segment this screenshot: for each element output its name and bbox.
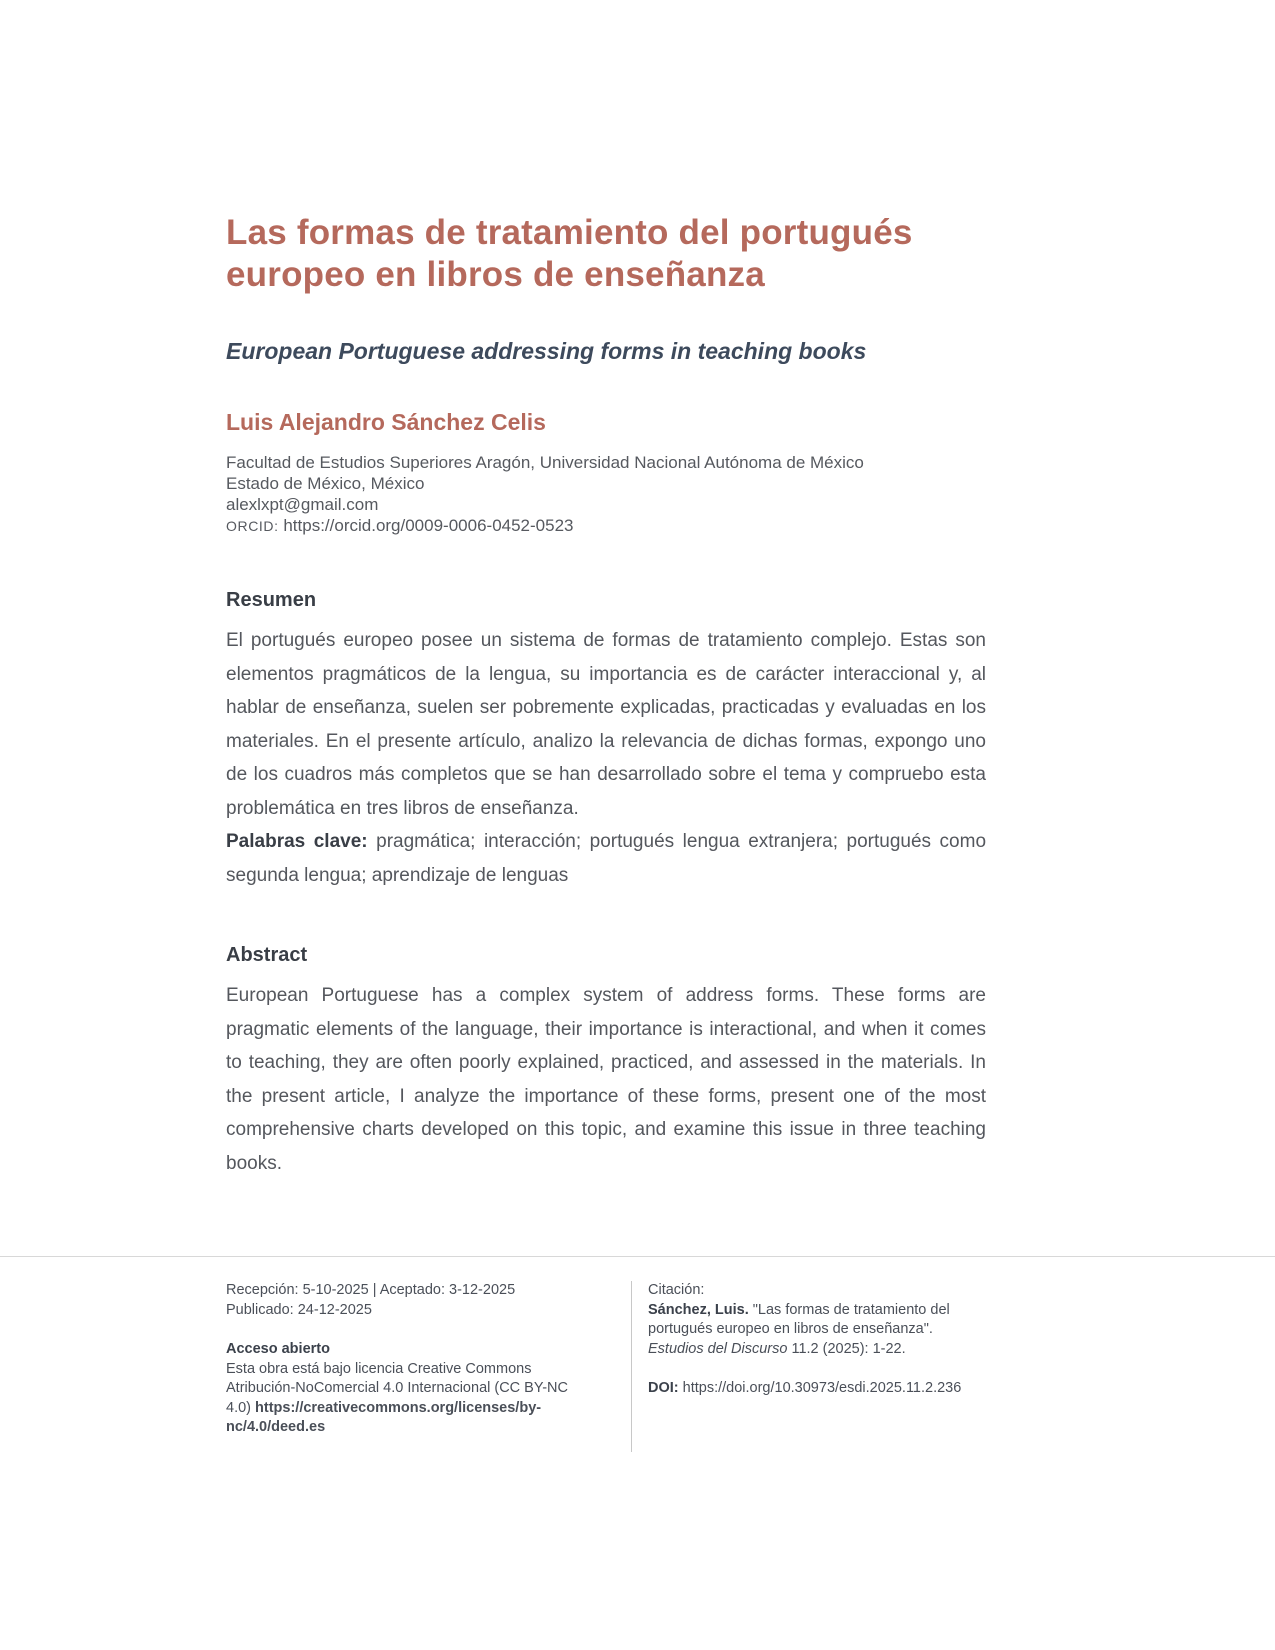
footer: [226, 1281, 986, 1452]
orcid-line: [226, 515, 986, 537]
citation-label: Citación:: [648, 1282, 705, 1298]
footer-right-column: [632, 1281, 977, 1452]
license-description: Esta obra está bajo licencia Creative Commons Atribución-NoComercial 4.0 Internacional (CC BY-NC 4.0): [226, 1360, 568, 1416]
doi-line: [648, 1379, 977, 1399]
spacer: [226, 1320, 585, 1340]
affiliation-line: Estado de México, México: [226, 474, 425, 493]
keywords-list: pragmática; interacción; portugués lengua extranjera; portugués como segunda lengua; aprendizaje de lenguas: [226, 831, 987, 886]
resumen-keywords: [226, 825, 986, 892]
license-link[interactable]: https://creativecommons.org/licenses/by-nc/4.0/deed.es: [226, 1399, 542, 1435]
license-text: [226, 1360, 585, 1438]
abstract-section: [226, 944, 986, 1180]
article-subtitle: European Portuguese addressing forms in teaching books: [226, 338, 867, 364]
keywords-label: Palabras clave:: [226, 831, 368, 852]
resumen-section: [226, 589, 986, 892]
citation-author: Sánchez, Luis.: [648, 1301, 749, 1318]
doi-label: DOI:: [648, 1380, 679, 1396]
orcid-link[interactable]: https://orcid.org/0009-0006-0452-0523: [283, 516, 574, 535]
citation-journal: Estudios del Discurso: [648, 1340, 788, 1357]
reception-dates: Recepción: 5-10-2025 | Aceptado: 3-12-2025: [226, 1282, 516, 1298]
published-date: Publicado: 24-12-2025: [226, 1301, 372, 1318]
author-affiliation-block: [226, 452, 986, 537]
resumen-heading: Resumen: [226, 589, 317, 611]
citation-title: "Las formas de tratamiento del portugués europeo en libros de enseñanza".: [648, 1301, 950, 1337]
author-name: Luis Alejandro Sánchez Celis: [226, 409, 546, 435]
resumen-body: El portugués europeo posee un sistema de formas de tratamiento complejo. Estas son elementos pragmáticos de la lengua, su importancia es de carácter interaccional y, al hablar de enseñanza, suelen ser pobremente explicadas, practicadas y evaluadas en los materiales. En el presente artículo, analizo la relevancia de dichas formas, expongo uno de los cuadros más completos que se han desarrollado sobre el tema y compruebo esta problemática en tres libros de enseñanza.: [226, 630, 986, 819]
doi-link[interactable]: https://doi.org/10.30973/esdi.2025.11.2.236: [682, 1380, 962, 1396]
orcid-label: ORCID:: [226, 518, 279, 534]
citation-text: [648, 1301, 977, 1360]
open-access-heading: Acceso abierto: [226, 1341, 330, 1357]
abstract-heading: Abstract: [226, 944, 308, 966]
abstract-body: European Portuguese has a complex system of address forms. These forms are pragmatic elements of the language, their importance is interactional, and when it comes to teaching, they are often poorly explained, practiced, and assessed in the materials. In the present article, I analyze the importance of these forms, present one of the most comprehensive charts developed on this topic, and examine this issue in three teaching books.: [226, 985, 986, 1174]
footer-divider-line: [0, 1256, 1275, 1257]
citation-issue: 11.2 (2025): 1-22.: [791, 1340, 906, 1357]
author-email[interactable]: alexlxpt@gmail.com: [226, 495, 379, 514]
article-content: [226, 0, 986, 1452]
page-title: Las formas de tratamiento del portugués europeo en libros de enseñanza: [226, 213, 913, 294]
affiliation-line: Facultad de Estudios Superiores Aragón, Universidad Nacional Autónoma de México: [226, 453, 864, 472]
footer-left-column: [226, 1281, 632, 1452]
spacer: [648, 1359, 977, 1379]
